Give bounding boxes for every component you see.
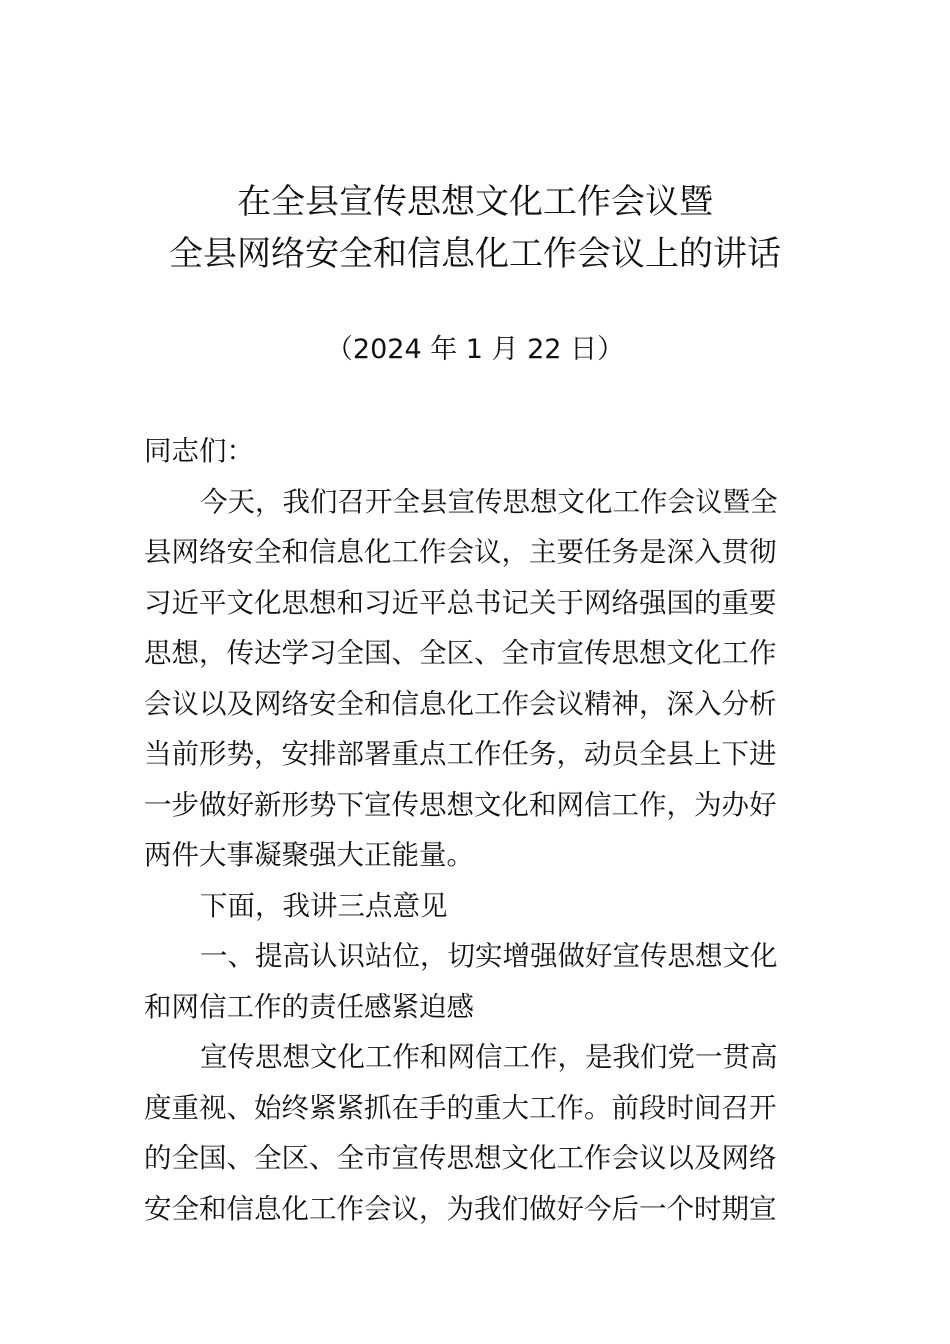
body-line: 安全和信息化工作会议，为我们做好今后一个时期宣 <box>144 1192 777 1225</box>
body-line: 一步做好新形势下宣传思想文化和网信工作，为办好 <box>144 788 777 821</box>
document-date: （2024 年 1 月 22 日） <box>325 334 625 365</box>
body-line: 的全国、全区、全市宣传思想文化工作会议以及网络 <box>144 1142 777 1174</box>
body-line: 县网络安全和信息化工作会议，主要任务是深入贯彻 <box>144 536 777 568</box>
body-line: 宣传思想文化工作和网信工作，是我们党一贯高 <box>200 1041 778 1073</box>
body-line: 下面，我讲三点意见 <box>200 889 448 922</box>
document-title <box>0 176 950 280</box>
title-line-2: 全县网络安全和信息化工作会议上的讲话 <box>169 234 781 274</box>
body-line: 度重视、始终紧紧抓在手的重大工作。前段时间召开 <box>144 1091 777 1124</box>
body-line: 两件大事凝聚强大正能量。 <box>144 839 474 871</box>
section-heading-line: 一、提高认识站位，切实增强做好宣传思想文化 <box>200 940 778 972</box>
body-line: 今天，我们召开全县宣传思想文化工作会议暨全 <box>200 485 778 518</box>
body-line: 当前形势，安排部署重点工作任务，动员全县上下进 <box>144 738 777 770</box>
title-line-1: 在全县宣传思想文化工作会议暨 <box>237 182 713 222</box>
body-line: 思想，传达学习全国、全区、全市宣传思想文化工作 <box>144 637 777 669</box>
body-line: 会议以及网络安全和信息化工作会议精神，深入分析 <box>144 687 777 720</box>
body-line: 习近平文化思想和习近平总书记关于网络强国的重要 <box>144 586 777 619</box>
salutation: 同志们： <box>144 435 254 467</box>
section-heading-line: 和网信工作的责任感紧迫感 <box>144 990 474 1023</box>
document-body <box>144 426 809 1234</box>
